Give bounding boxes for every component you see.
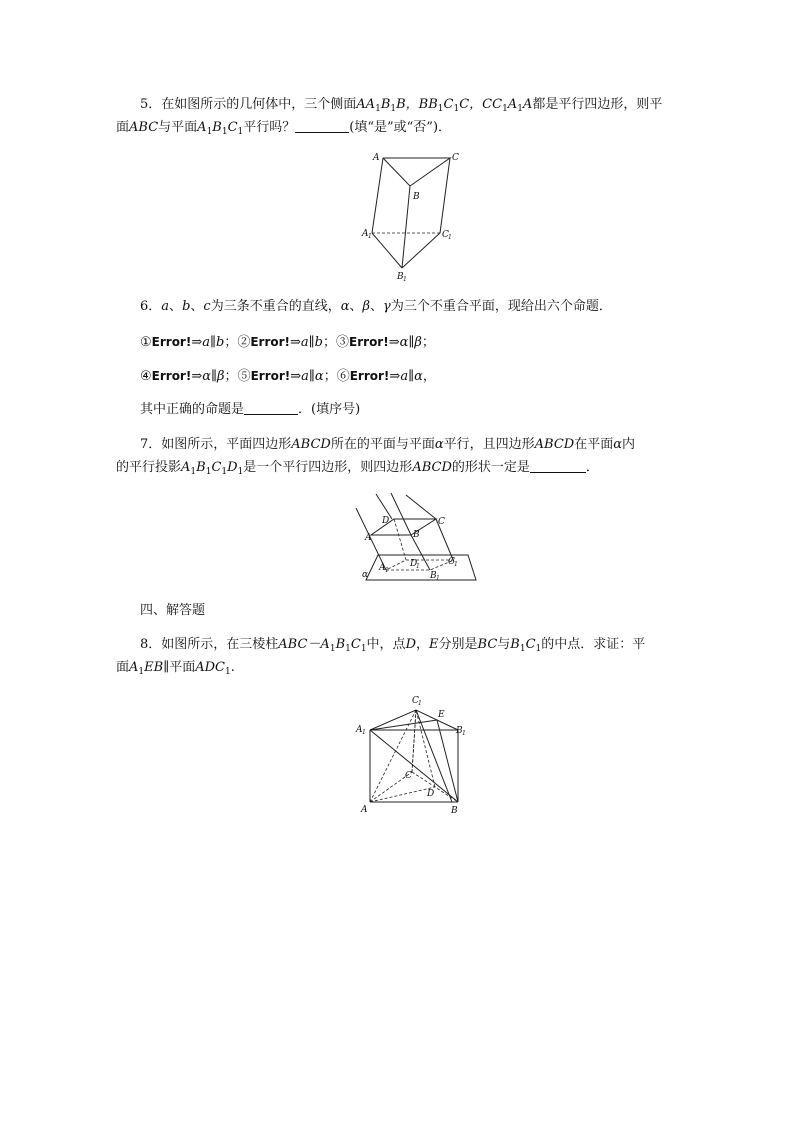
q6-options-1: ①Error!⇒a∥b；②Error!⇒a∥b；③Error!⇒α∥β； <box>140 335 435 350</box>
svg-text:1: 1 <box>362 729 366 736</box>
label-B: B <box>451 806 458 816</box>
q7-line-2: 的平行投影$A_1B_1C_1D_1$是一个平行四边形，则四边形ABCD的形状一定是 ． <box>116 460 599 477</box>
section-heading: 四、解答题 <box>140 603 206 618</box>
label-A1: A <box>356 725 363 735</box>
q8-line-2: 面$A_1EB\parallel$平面$ADC_1$. <box>116 660 235 677</box>
label-B1: B <box>430 571 437 581</box>
q5-number: 5． <box>140 97 162 112</box>
q7-number: 7． <box>140 437 162 452</box>
label-E: E <box>438 710 445 720</box>
q5-line-1: 5．在如图所示的几何体中，三个侧面$AA_1B_1B$，$BB_1C_1C$，$CC_1A_1A$都是平行四边形，则平 <box>140 97 663 114</box>
label-B1: B <box>397 272 404 282</box>
label-A1: A <box>362 229 369 239</box>
svg-text:1: 1 <box>385 567 389 574</box>
q8-number: 8． <box>140 637 162 652</box>
q5-line-2: 面ABC与平面$A_1B_1C_1$平行吗？ (填“是”或“否”)． <box>116 120 452 137</box>
label-D: D <box>382 516 390 526</box>
label-C1: C <box>442 230 449 240</box>
figure-projection-7 <box>346 490 476 585</box>
label-B: B <box>413 530 420 540</box>
q6-line-1: 6．a、b、c为三条不重合的直线，α、β、γ为三个不重合平面，现给出六个命题． <box>140 299 612 314</box>
q8-line-1: 8．如图所示，在三棱柱$ABC-A_1B_1C_1$中，点D，E分别是BC与$B_1C_1$的中点．求证：平 <box>140 637 646 654</box>
label-B1: B <box>456 726 463 736</box>
svg-text:1: 1 <box>403 276 407 283</box>
q6-number: 6． <box>140 299 162 314</box>
label-B: B <box>413 192 420 202</box>
q7-answer-blank[interactable] <box>530 460 586 473</box>
figure-prism-8 <box>352 690 472 815</box>
q6-answer-blank[interactable] <box>244 402 298 415</box>
label-A: A <box>365 533 372 543</box>
svg-text:1: 1 <box>462 730 466 737</box>
q7-line-1: 7．如图所示，平面四边形ABCD所在的平面与平面α平行，且四边形ABCD在平面α内 <box>140 437 636 452</box>
q5-answer-blank[interactable] <box>295 120 349 133</box>
svg-text:1: 1 <box>454 561 458 568</box>
label-D1: D <box>410 559 418 569</box>
label-C: C <box>452 153 459 163</box>
label-C: C <box>405 771 412 781</box>
svg-text:1: 1 <box>416 563 420 570</box>
svg-text:1: 1 <box>448 234 452 241</box>
label-C1: C <box>448 557 455 567</box>
label-A1: A <box>379 563 386 573</box>
label-C1: C <box>412 696 419 706</box>
svg-text:1: 1 <box>436 575 440 582</box>
label-A: A <box>361 805 368 815</box>
q6-line-4: 其中正确的命题是 ．(填序号) <box>140 402 361 417</box>
label-D: D <box>427 789 435 799</box>
label-alpha: α <box>362 570 369 580</box>
figure-prism-5 <box>360 148 470 283</box>
svg-text:1: 1 <box>368 233 372 240</box>
label-A: A <box>373 153 380 163</box>
label-C: C <box>438 517 445 527</box>
svg-text:1: 1 <box>418 700 422 707</box>
segment-A1E <box>370 720 437 730</box>
q6-options-2: ④Error!⇒α∥β；⑤Error!⇒a∥α；⑥Error!⇒a∥α， <box>140 369 436 384</box>
